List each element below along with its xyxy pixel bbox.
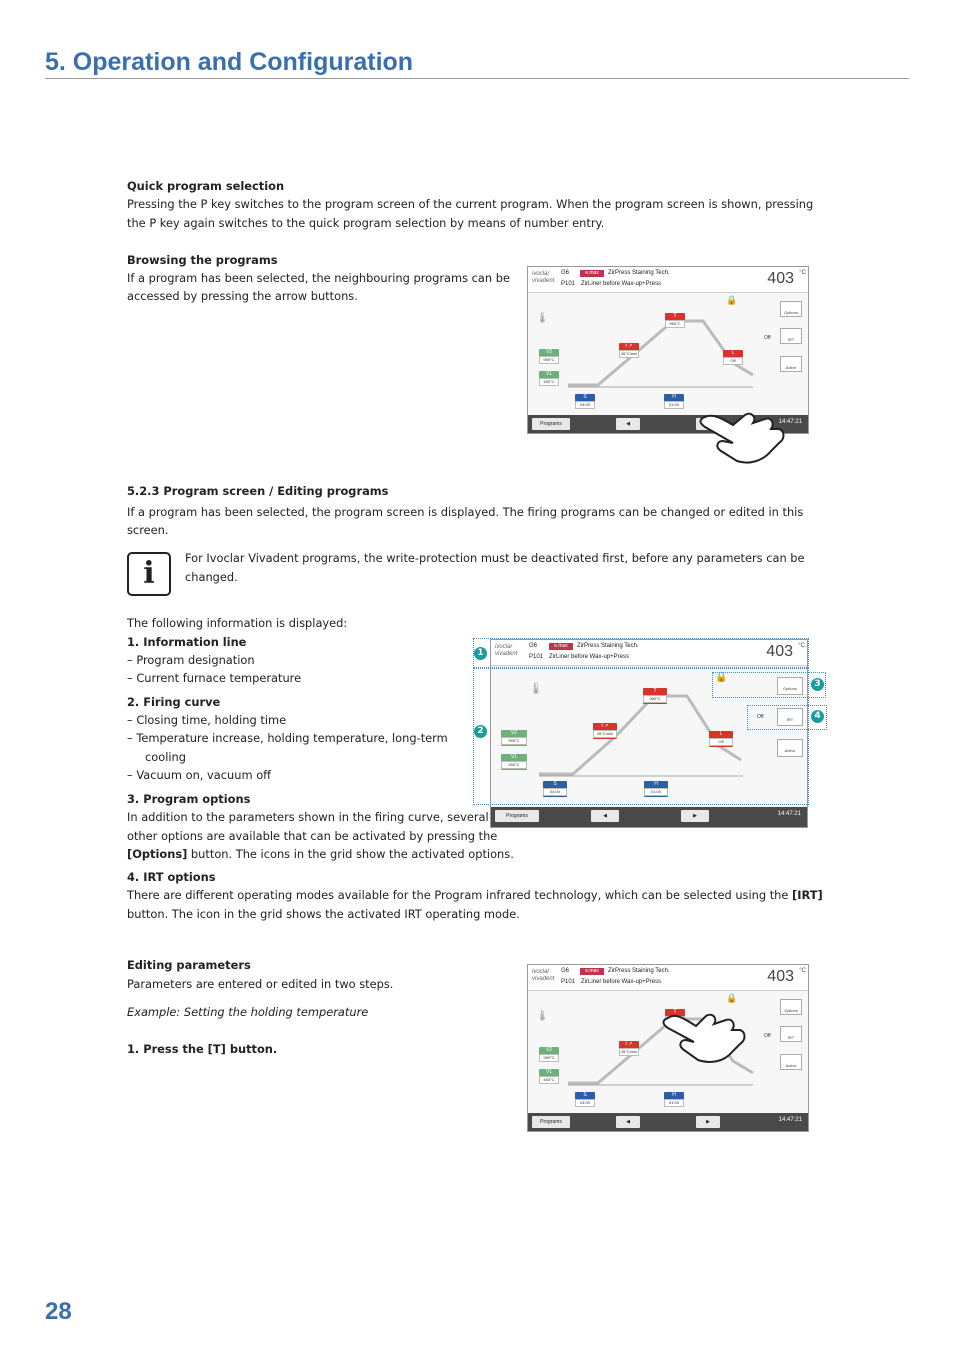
section-heading: 5.2.3 Program screen / Editing programs (127, 484, 389, 498)
V1-button[interactable]: V1 450°C (539, 371, 559, 385)
emax-badge: e.max (580, 968, 604, 975)
V2-button[interactable]: V2 959°C (501, 730, 527, 746)
callout-number: 2 (474, 725, 487, 738)
irt-button[interactable]: IRT (780, 328, 802, 344)
arrow-right-icon[interactable]: ▶ (681, 810, 709, 822)
program-name-1: ZirPress Staining Tech. (577, 643, 639, 649)
info-icon: i (127, 552, 171, 596)
ivoclar-logo: ivoclar vivadent (495, 644, 518, 657)
thermometer-icon: 🌡 (529, 683, 543, 695)
info-h2: 2. Firing curve (127, 695, 221, 709)
callout-box-options (712, 672, 826, 698)
info-h4: 4. IRT options (127, 870, 216, 884)
S-button[interactable]: S 04:00 (575, 1092, 595, 1106)
arrow-left-icon[interactable]: ◀ (616, 1116, 640, 1128)
program-name-2: ZirLiner before Wax-up+Press (549, 654, 629, 660)
program-group: G6 (561, 968, 570, 974)
clock: 14:47:21 (777, 811, 801, 817)
section-line1: If a program has been selected, the program screen is displayed. The firing programs can be changed or edited in this (127, 505, 804, 519)
irt-off-label: Off (757, 714, 764, 720)
info-h2-item: – Temperature increase, holding temperature, long-term (127, 731, 448, 745)
quick-heading: Quick program selection (127, 179, 285, 193)
quick-line1: Pressing the P key switches to the program screen of the current program. When the program screen is shown, pressing (127, 197, 814, 211)
program-number: P101 (529, 654, 544, 660)
bottom-bar (528, 1113, 808, 1131)
info-h2-item: – Vacuum on, vacuum off (127, 768, 272, 782)
clock: 14:47:21 (778, 1117, 802, 1123)
bottom-bar (491, 807, 807, 827)
quick-line2: the P key again switches to the quick program selection by means of number entry. (127, 216, 605, 230)
callout-number: 4 (811, 710, 824, 723)
V2-button[interactable]: V2 959°C (539, 1047, 559, 1061)
info-p3-line3: [Options] button. The icons in the grid show the activated options. (127, 847, 514, 861)
callout-number: 1 (474, 647, 487, 660)
info-h1-item: – Current furnace temperature (127, 671, 302, 685)
furnace-temperature: 403 (767, 968, 794, 985)
section-line2: screen. (127, 523, 169, 537)
browsing-heading: Browsing the programs (127, 253, 278, 267)
program-name-1: ZirPress Staining Tech. (608, 968, 670, 974)
t-rise-button[interactable]: t ↗ 45°C/min (620, 343, 638, 356)
program-number: P101 (561, 281, 576, 287)
options-button[interactable]: Options (777, 677, 803, 695)
callout-box-information-line (473, 638, 809, 668)
program-group: G6 (561, 270, 570, 276)
clock: 14:47:21 (778, 419, 802, 425)
page-heading: 5. Operation and Configuration (45, 48, 414, 76)
H-button[interactable]: H 01:00 (664, 394, 684, 408)
note-line1: For Ivoclar Vivadent programs, the write-protection must be deactivated first, before any parameters can be (185, 551, 805, 565)
info-p3-line2: other options are available that can be activated by pressing the (127, 829, 498, 843)
S-button[interactable]: S 04:00 (543, 781, 567, 797)
programs-button[interactable]: Programs (532, 1116, 570, 1128)
S-button[interactable]: S 04:00 (575, 394, 595, 408)
information-line (528, 267, 808, 293)
info-p4-line1: There are different operating modes available for the Program infrared technology, which can be selected using the [IRT] (127, 888, 823, 902)
T-button[interactable]: T 960°C (643, 688, 667, 704)
info-p3-line1: In addition to the parameters shown in the firing curve, several (127, 810, 489, 824)
info-h1: 1. Information line (127, 635, 247, 649)
H-button[interactable]: H 01:00 (644, 781, 668, 797)
programs-button[interactable]: Programs (532, 418, 570, 430)
V1-button[interactable]: V1 450°C (539, 1069, 559, 1083)
emax-badge: e.max (580, 270, 604, 277)
information-line (528, 965, 808, 991)
H-button[interactable]: H 01:00 (664, 1092, 684, 1106)
active-button[interactable]: Active (777, 739, 803, 757)
program-name-2: ZirLiner before Wax-up+Press (581, 979, 661, 985)
heading-rule (45, 78, 909, 79)
arrow-left-icon[interactable]: ◀ (591, 810, 619, 822)
lock-icon: 🔒 (726, 993, 738, 1003)
irt-button[interactable]: IRT (777, 708, 803, 726)
program-name-2: ZirLiner before Wax-up+Press (581, 281, 661, 287)
options-button[interactable]: Options (780, 999, 802, 1015)
program-name-1: ZirPress Staining Tech. (608, 270, 670, 276)
irt-off-label: Off (764, 1033, 771, 1039)
info-intro: The following information is displayed: (127, 616, 348, 630)
editing-heading: Editing parameters (127, 958, 251, 972)
hand-pointer-icon (660, 1002, 752, 1066)
info-h1-item: – Program designation (127, 653, 255, 667)
ivoclar-logo: ivoclar vivadent (532, 969, 555, 982)
L-button[interactable]: L Off (709, 731, 733, 747)
program-group: G6 (529, 643, 538, 649)
furnace-temperature: 403 (767, 270, 794, 287)
emax-badge: e.max (549, 643, 573, 650)
active-button[interactable]: Active (780, 356, 802, 372)
ivoclar-logo: ivoclar vivadent (532, 271, 555, 284)
furnace-temperature: 403 (766, 643, 793, 660)
L-button[interactable]: L Off (723, 350, 743, 364)
editing-example: Example: Setting the holding temperature (127, 1005, 369, 1019)
V1-button[interactable]: V1 450°C (501, 754, 527, 770)
callout-number: 3 (811, 678, 824, 691)
hand-pointer-icon (695, 395, 790, 470)
t-rise-button[interactable]: t ↗ 45°C/min (620, 1041, 638, 1054)
browsing-line1: If a program has been selected, the neighbouring programs can be (127, 271, 510, 285)
irt-button[interactable]: IRT (780, 1026, 802, 1042)
options-button[interactable]: Options (780, 301, 802, 317)
program-number: P101 (561, 979, 576, 985)
info-h3: 3. Program options (127, 792, 251, 806)
lock-icon: 🔒 (726, 295, 738, 305)
temperature-unit: °C (798, 643, 805, 649)
page-number: 28 (45, 1298, 72, 1325)
T-button[interactable]: T (665, 1009, 685, 1023)
programs-button[interactable]: Programs (495, 810, 539, 822)
temperature-unit: °C (799, 968, 806, 974)
temperature-unit: °C (799, 270, 806, 276)
V2-button[interactable]: V2 959°C (539, 349, 559, 363)
lock-icon: 🔒 (715, 672, 728, 683)
info-h2-item: cooling (145, 750, 186, 764)
thermometer-icon: 🌡 (536, 313, 549, 324)
editing-line1: Parameters are entered or edited in two steps. (127, 977, 394, 991)
browsing-line2: accessed by pressing the arrow buttons. (127, 289, 358, 303)
active-button[interactable]: Active (780, 1054, 802, 1070)
note-line2: changed. (185, 570, 238, 584)
T-button[interactable]: T 960°C (665, 313, 685, 327)
irt-off-label: Off (764, 335, 771, 341)
editing-step1: 1. Press the [T] button. (127, 1042, 278, 1056)
info-p4-line2: button. The icon in the grid shows the activated IRT operating mode. (127, 907, 520, 921)
arrow-right-icon[interactable]: ▶ (696, 1116, 720, 1128)
t-rise-button[interactable]: t ↗ 45°C/min (593, 723, 617, 739)
thermometer-icon: 🌡 (536, 1011, 549, 1022)
arrow-left-icon[interactable]: ◀ (616, 418, 640, 430)
info-h2-item: – Closing time, holding time (127, 713, 287, 727)
